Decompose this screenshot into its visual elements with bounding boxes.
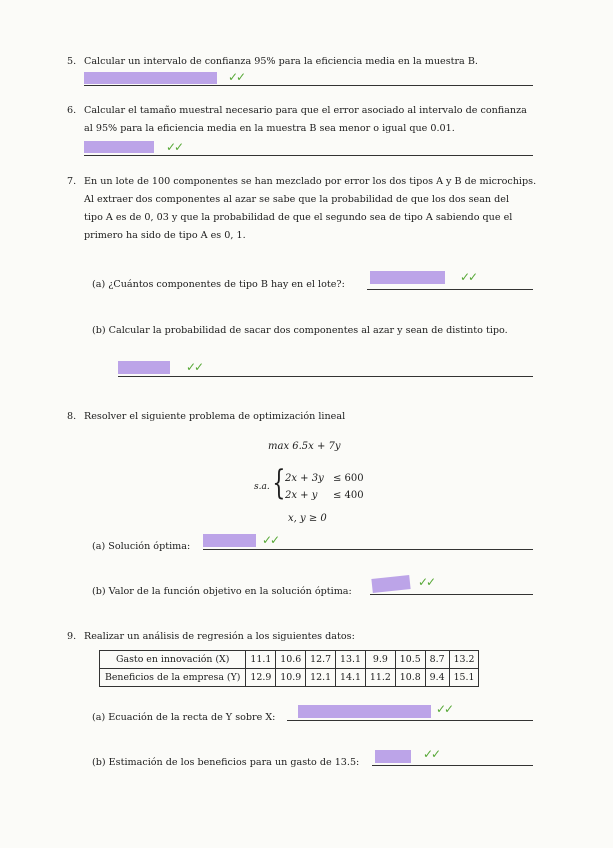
q6-redaction [84, 141, 154, 153]
table-cell: 12.9 [246, 669, 276, 687]
q7-line2: Al extraer dos componentes al azar se sabe que la probabilidad de que los dos sean del [84, 194, 510, 205]
q8-brace: { [272, 463, 286, 503]
q7b-redaction [118, 361, 170, 374]
table-cell: 9.9 [365, 651, 395, 669]
q7b-check: ✓✓ [186, 360, 203, 374]
table-cell: 12.7 [306, 651, 336, 669]
q6-check: ✓✓ [166, 140, 183, 154]
row-label-y: Beneficios de la empresa (Y) [100, 669, 246, 687]
table-cell: 13.1 [336, 651, 366, 669]
table-cell: 15.1 [449, 669, 479, 687]
q9-text: Realizar un análisis de regresión a los siguientes datos: [84, 631, 355, 642]
q8a-check: ✓✓ [262, 533, 279, 547]
q5-check: ✓✓ [228, 70, 245, 84]
q9a-text: (a) Ecuación de la recta de Y sobre X: [92, 712, 276, 723]
q9b-answer-line [372, 765, 533, 766]
q9a-check: ✓✓ [436, 702, 453, 716]
q8a-text: (a) Solución óptima: [92, 541, 191, 552]
q7-line4: primero ha sido de tipo A es 0, 1. [84, 230, 246, 241]
table-cell: 11.1 [246, 651, 276, 669]
q8-st-label: s.a. [254, 482, 270, 492]
q5-answer-line [84, 85, 533, 86]
q8b-text: (b) Valor de la función objetivo en la solución óptima: [92, 586, 352, 597]
q7b-answer-line [118, 376, 533, 377]
q8-c2-lhs: 2x + y [285, 490, 318, 501]
row-label-x: Gasto en innovación (X) [100, 651, 246, 669]
q9b-check: ✓✓ [423, 747, 440, 761]
q9a-answer-line [287, 720, 533, 721]
q8b-redaction [371, 575, 410, 593]
q8-objective: max 6.5x + 7y [268, 441, 341, 452]
q9b-redaction [375, 750, 411, 763]
table-row [100, 669, 479, 687]
q7-line3: tipo A es de 0, 03 y que la probabilidad de que el segundo sea de tipo A sabiendo que el [84, 212, 513, 223]
table-cell: 11.2 [365, 669, 395, 687]
q8a-redaction [203, 534, 256, 547]
q6-answer-line [84, 155, 533, 156]
q8-text: Resolver el siguiente problema de optimización lineal [84, 411, 346, 422]
q8b-check: ✓✓ [418, 575, 435, 589]
q6-line2: al 95% para la eficiencia media en la muestra B sea menor o igual que 0.01. [84, 123, 455, 134]
q6-line1: Calcular el tamaño muestral necesario para que el error asociado al intervalo de confianza [84, 105, 527, 116]
q5-text: Calcular un intervalo de confianza 95% para la eficiencia media en la muestra B. [84, 56, 478, 67]
q8-number: 8. [67, 411, 77, 422]
q5-number: 5. [67, 56, 77, 67]
q5-redaction [84, 72, 217, 84]
q7-number: 7. [67, 176, 77, 187]
table-cell: 10.9 [276, 669, 306, 687]
q9a-redaction [298, 705, 431, 718]
table-cell: 10.8 [395, 669, 425, 687]
table-cell: 10.5 [395, 651, 425, 669]
q7a-text: (a) ¿Cuántos componentes de tipo B hay en el lote?: [92, 279, 345, 290]
q7b-text: (b) Calcular la probabilidad de sacar dos componentes al azar y sean de distinto tipo. [92, 325, 508, 336]
table-cell: 8.7 [425, 651, 449, 669]
q9b-text: (b) Estimación de los beneficios para un gasto de 13.5: [92, 757, 360, 768]
table-cell: 9.4 [425, 669, 449, 687]
q8-c1-rhs: ≤ 600 [333, 473, 364, 484]
q8-c1-lhs: 2x + 3y [285, 473, 324, 484]
table-cell: 13.2 [449, 651, 479, 669]
table-cell: 10.6 [276, 651, 306, 669]
q8-nonneg: x, y ≥ 0 [288, 513, 327, 524]
q8-c2-rhs: ≤ 400 [333, 490, 364, 501]
q9-number: 9. [67, 631, 77, 642]
q8b-answer-line [370, 594, 533, 595]
q7-line1: En un lote de 100 componentes se han mezclado por error los dos tipos A y B de microchips. [84, 176, 537, 187]
table-cell: 12.1 [306, 669, 336, 687]
q7a-answer-line [367, 289, 533, 290]
q7a-redaction [370, 271, 445, 284]
q7a-check: ✓✓ [460, 270, 477, 284]
q8a-answer-line [203, 549, 533, 550]
regression-table [99, 650, 479, 687]
table-cell: 14.1 [336, 669, 366, 687]
q6-number: 6. [67, 105, 77, 116]
table-row [100, 651, 479, 669]
